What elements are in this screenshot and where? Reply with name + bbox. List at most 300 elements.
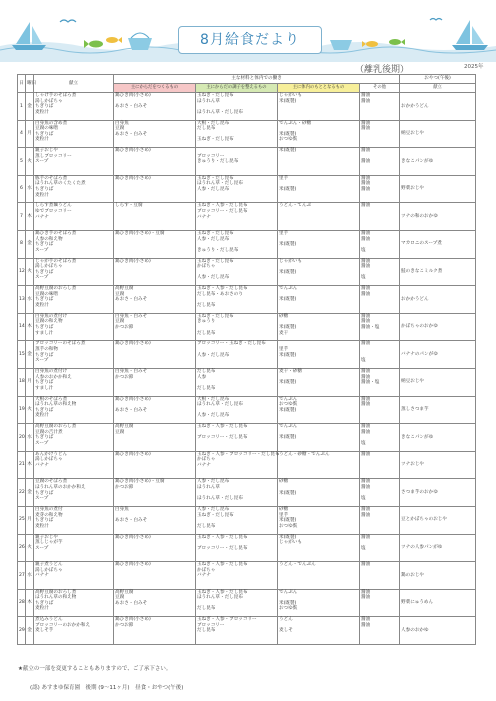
menu-cell-line: 煮込みうどん xyxy=(35,617,63,623)
green-cell-line: 玉ねぎ・人参・だし昆布 xyxy=(197,203,248,209)
header-dow: 曜日 xyxy=(26,75,34,93)
green-cell-line: 玉ねぎ・だし昆布 xyxy=(197,258,234,264)
red-cell-line: 高野豆腐 xyxy=(115,424,134,430)
dow-cell: 金 xyxy=(26,341,34,369)
menu-cell xyxy=(34,230,114,258)
red-cell-line: かつお節 xyxy=(115,622,134,628)
green-cell-line: 玉ねぎ・人参・だし昆布 xyxy=(197,562,248,568)
menu-cell-line: しゃけ芋のそぼろ煮 xyxy=(35,93,77,98)
menu-cell-line: ほうれん草のおかか和え xyxy=(35,484,86,490)
menu-cell-line: ちぎりぱ xyxy=(35,242,54,248)
green-cell-line: 大根・だし昆布 xyxy=(197,396,230,402)
other-cell-line: 醤油 xyxy=(361,286,371,292)
red-cell-line: 高野豆腐 xyxy=(115,286,134,292)
menu-cell-line: 麦芽の和え物 xyxy=(35,512,63,518)
green-cell-line: ほうれん草・だし昆布 xyxy=(197,109,243,115)
menu-cell-line: 白身魚の煮付 xyxy=(35,506,63,512)
day-cell: 15 xyxy=(18,341,26,369)
other-cell-line: 醤油 xyxy=(361,534,371,540)
menu-cell-line: バナナ xyxy=(35,573,49,579)
menu-cell-line: 麦粒汁 xyxy=(35,413,49,419)
yellow-cell xyxy=(278,120,360,148)
green-cell-line: 人参・だし昆布 xyxy=(197,275,230,281)
yellow-cell-line: おつゆ麩 xyxy=(279,523,298,529)
menu-cell-line: あんかけうどん xyxy=(35,451,68,457)
green-cell xyxy=(196,120,278,148)
red-cell-line: 豆腐 xyxy=(115,595,125,601)
red-cell xyxy=(114,341,196,369)
green-cell xyxy=(196,451,278,479)
menu-cell-line: ちぎりぱ xyxy=(35,435,54,441)
table-row xyxy=(18,617,476,645)
yellow-cell xyxy=(278,617,360,645)
day-cell: 22 xyxy=(18,479,26,507)
green-cell-line: ほうれん草・だし昆布 xyxy=(197,595,243,601)
yellow-cell xyxy=(278,148,360,176)
green-cell-line: 玉ねぎ・だし昆布 xyxy=(197,230,234,236)
other-cell xyxy=(360,258,400,286)
menu-cell-line: 高野豆腐のおろし煮 xyxy=(35,424,77,430)
other-cell-line: 醤油 xyxy=(361,562,371,568)
red-cell-line: しらす・豆腐 xyxy=(115,203,143,209)
green-cell xyxy=(196,341,278,369)
table-row xyxy=(18,451,476,479)
yellow-cell-line: でんぷん xyxy=(279,424,298,430)
day-cell: 5 xyxy=(18,148,26,176)
green-cell-line: ブロッコリー xyxy=(197,622,225,628)
green-cell-line: 玉ねぎ・だし昆布 xyxy=(197,137,234,143)
green-cell xyxy=(196,368,278,396)
green-cell-line: かぼちゃ xyxy=(197,567,216,573)
other-cell xyxy=(360,175,400,203)
menu-cell xyxy=(34,479,114,507)
basket-icon xyxy=(128,33,152,50)
menu-cell-line: すまし汁 xyxy=(35,385,54,391)
other-cell xyxy=(360,396,400,424)
dow-cell: 月 xyxy=(26,368,34,396)
yellow-cell-line: 砂糖 xyxy=(279,479,289,485)
sailboat-icon xyxy=(452,20,488,50)
other-cell-line: 醤油 xyxy=(361,120,371,126)
menu-cell-line: 湯しかぼちゃ xyxy=(35,98,63,104)
green-cell xyxy=(196,479,278,507)
day-cell: 13 xyxy=(18,286,26,314)
snack-cell: マカロニのスープ煮 xyxy=(400,230,476,258)
red-cell-line: あおさ・白みそ xyxy=(115,407,148,413)
header-menu: 献立 xyxy=(34,75,114,93)
yellow-cell-line: うどん・砂糖・でんぷん xyxy=(279,451,330,457)
other-cell-line: 醤油 xyxy=(361,341,371,347)
menu-cell xyxy=(34,589,114,617)
green-cell-line: だし昆布・あおさのり xyxy=(197,291,243,297)
green-cell xyxy=(196,230,278,258)
menu-cell-line: スープ xyxy=(35,159,49,165)
red-cell-line: 鶏ひき肉(小さめ) xyxy=(115,258,151,264)
green-cell-line: きゅうり・だし昆布 xyxy=(197,159,239,165)
table-row xyxy=(18,258,476,286)
other-cell-line: 塩 xyxy=(361,247,366,253)
green-cell-line: 玉ねぎ・だし昆布 xyxy=(197,93,234,98)
dow-cell: 火 xyxy=(26,148,34,176)
sailboat-icon xyxy=(12,22,46,50)
other-cell-line: 醤油 xyxy=(361,617,371,623)
yellow-cell-line: 米(既製) xyxy=(279,380,297,386)
yellow-cell xyxy=(278,313,360,341)
yellow-cell-line: 米(既製) xyxy=(279,131,297,137)
yellow-cell-line: 米(既製) xyxy=(279,186,297,192)
snack-cell: かぼちゃのおかゆ xyxy=(400,313,476,341)
green-cell-line: ブロッコリー・だし昆布 xyxy=(197,435,248,441)
menu-cell-line: 麦粒汁 xyxy=(35,109,49,115)
snack-cell: 蒸しさつま芋 xyxy=(400,396,476,424)
menu-cell-line: 湯しかぼちゃ xyxy=(35,567,63,573)
snack-cell: きなこパンがゆ xyxy=(400,424,476,452)
snack-cell: おかかうどん xyxy=(400,286,476,314)
green-cell-line: 人参・だし昆布 xyxy=(197,352,230,358)
yellow-cell-line: 砂糖 xyxy=(279,506,289,512)
other-cell-line: 醤油 xyxy=(361,203,371,209)
yellow-cell-line: 米(既製) xyxy=(279,148,297,154)
other-cell xyxy=(360,230,400,258)
table-row xyxy=(18,396,476,424)
menu-cell-line: 高野豆腐のおろし煮 xyxy=(35,589,77,595)
red-cell xyxy=(114,396,196,424)
red-cell-line: 白身魚 xyxy=(115,120,129,126)
snack-cell: 豆とかぼちゃのおじや xyxy=(400,506,476,534)
menu-cell-line: スープ xyxy=(35,358,49,364)
menu-table xyxy=(17,74,476,645)
menu-cell xyxy=(34,120,114,148)
menu-cell xyxy=(34,562,114,590)
other-cell-line: 醤油 xyxy=(361,126,371,132)
table-row xyxy=(18,286,476,314)
green-cell-line: 玉ねぎ・だし昆布 xyxy=(197,313,234,319)
menu-cell xyxy=(34,203,114,231)
yellow-cell-line: うどん・てんぷ xyxy=(279,203,312,209)
green-cell-line: きゅうり xyxy=(197,319,216,325)
green-cell xyxy=(196,617,278,645)
menu-cell-line: 人参の和え物 xyxy=(35,236,63,242)
yellow-cell-line: 米(既製) xyxy=(279,352,297,358)
header-snack-group: おやつ(午後) xyxy=(400,75,476,84)
menu-cell-line: 蒸芋の和物 xyxy=(35,346,58,352)
red-cell-line: 鶏ひき肉(小さめ)・豆腐 xyxy=(115,479,165,485)
menu-cell-line: ちぎりぱ xyxy=(35,600,54,606)
table-row xyxy=(18,562,476,590)
red-cell xyxy=(114,589,196,617)
yellow-cell-line: 米(既製) xyxy=(279,407,297,413)
table-row xyxy=(18,230,476,258)
menu-cell-line: 親子煮うどん xyxy=(35,562,63,568)
other-cell-line: 醤油 xyxy=(361,258,371,264)
yellow-cell xyxy=(278,368,360,396)
green-cell-line: 玉ねぎ・だし昆布 xyxy=(197,512,234,518)
dow-cell: 金 xyxy=(26,230,34,258)
red-cell-line: 鶏ひき肉(小さめ) xyxy=(115,175,151,181)
yellow-cell-line: 麦干 xyxy=(279,330,289,336)
yellow-cell-line: 米(既製) xyxy=(279,534,297,540)
green-cell-line: だし昆布 xyxy=(197,606,216,612)
menu-cell-line: バナナ xyxy=(35,214,49,220)
red-cell xyxy=(114,230,196,258)
menu-cell-line: 麦粒汁 xyxy=(35,523,49,529)
day-cell: 1 xyxy=(18,93,26,121)
other-cell-line: 醤油 xyxy=(361,424,371,430)
menu-cell-line: 親子おじや xyxy=(35,534,58,540)
red-cell-line: 高野豆腐 xyxy=(115,589,134,595)
yellow-cell-line: おつゆ麩 xyxy=(279,137,298,143)
menu-cell-line: 白身魚の煮付け xyxy=(35,368,68,374)
green-cell xyxy=(196,506,278,534)
green-cell-line: だし昆布 xyxy=(197,385,216,391)
snack-cell: 納豆おじや xyxy=(400,120,476,148)
table-row xyxy=(18,93,476,121)
day-cell: 14 xyxy=(18,313,26,341)
menu-cell-line: 人参のおかか和え xyxy=(35,374,72,380)
day-cell: 29 xyxy=(18,617,26,645)
red-cell xyxy=(114,203,196,231)
yellow-cell xyxy=(278,451,360,479)
dow-cell: 金 xyxy=(26,617,34,645)
table-row xyxy=(18,479,476,507)
green-cell-line: 人参・だし昆布 xyxy=(197,413,230,419)
green-cell-line: ほうれん草・だし昆布 xyxy=(197,496,243,502)
day-cell: 18 xyxy=(18,368,26,396)
yellow-cell xyxy=(278,258,360,286)
green-cell-line: ほうれん草・だし昆布 xyxy=(197,402,243,408)
other-cell-line: 醤油 xyxy=(361,374,371,380)
menu-cell xyxy=(34,396,114,424)
page-title: 8月給食だより xyxy=(178,26,322,54)
green-cell xyxy=(196,424,278,452)
menu-cell-line: 湯しかぼちゃ xyxy=(35,264,63,270)
dow-cell: 火 xyxy=(26,396,34,424)
red-cell-line: かつお節 xyxy=(115,374,134,380)
other-cell-line: 塩 xyxy=(361,545,366,551)
menu-cell xyxy=(34,258,114,286)
menu-cell-line: スープ xyxy=(35,496,49,502)
other-cell-line: 醤油 xyxy=(361,186,371,192)
menu-cell-line: スープ xyxy=(35,275,49,281)
snack-cell: ツナの和のおかゆ xyxy=(400,203,476,231)
green-cell xyxy=(196,589,278,617)
yellow-cell xyxy=(278,534,360,562)
red-cell-line: 鶏ひき肉(小さめ) xyxy=(115,396,151,402)
snack-cell: 鮭のきなこミルク煮 xyxy=(400,258,476,286)
menu-cell xyxy=(34,175,114,203)
menu-cell-line: 蒸しブロッコリー xyxy=(35,153,72,159)
day-cell: 8 xyxy=(18,230,26,258)
green-cell-line: ほうれん草 xyxy=(197,98,220,104)
red-cell-line: 鶏ひき肉(小さめ) xyxy=(115,93,151,98)
green-cell-line: 玉ねぎ・人参・ブロッコリー・だし昆布 xyxy=(197,451,280,457)
red-cell-line: 鶏ひき肉(小さめ) xyxy=(115,341,151,347)
red-cell-line: あおさ・白みそ xyxy=(115,518,148,524)
other-cell-line: 醤油 xyxy=(361,98,371,104)
other-cell-line: 醤油 xyxy=(361,484,371,490)
other-cell xyxy=(360,313,400,341)
red-cell xyxy=(114,120,196,148)
green-cell-line: バナナ xyxy=(197,214,211,220)
menu-cell-line: 豚芋のそぼろ煮 xyxy=(35,175,68,181)
menu-body xyxy=(18,93,476,645)
green-cell-line: 玉ねぎ・人参・だし昆布 xyxy=(197,424,248,430)
other-cell xyxy=(360,479,400,507)
menu-cell xyxy=(34,341,114,369)
other-cell-line: 醤油 xyxy=(361,93,371,98)
red-cell-line: あおさ・白みそ xyxy=(115,104,148,110)
snack-cell: ツナの人参パンがゆ xyxy=(400,534,476,562)
table-row xyxy=(18,313,476,341)
yellow-cell-line: 麦しそ xyxy=(279,628,293,634)
yellow-cell xyxy=(278,286,360,314)
other-cell-line: 醤油 xyxy=(361,368,371,374)
other-cell-line: 塩 xyxy=(361,275,366,281)
day-cell: 21 xyxy=(18,451,26,479)
red-cell-line: 豆腐 xyxy=(115,319,125,325)
red-cell-line: あおさ・白みそ xyxy=(115,600,148,606)
menu-cell-line: ほうれん草の和え物 xyxy=(35,402,77,408)
red-cell xyxy=(114,562,196,590)
yellow-cell xyxy=(278,341,360,369)
table-row xyxy=(18,120,476,148)
other-cell xyxy=(360,562,400,590)
day-cell: 28 xyxy=(18,589,26,617)
green-cell-line: ブロッコリー・だし昆布 xyxy=(197,545,248,551)
dow-cell: 月 xyxy=(26,506,34,534)
yellow-cell-line: 里芋 xyxy=(279,175,289,181)
red-cell-line: 豆腐 xyxy=(115,291,125,297)
green-cell xyxy=(196,396,278,424)
menu-cell-line: ちぎりぱ xyxy=(35,380,54,386)
red-cell-line: かつお節 xyxy=(115,484,134,490)
other-cell xyxy=(360,589,400,617)
green-cell-line: 玉ねぎ・人参・だし昆布 xyxy=(197,534,248,540)
red-cell-line: 豆腐 xyxy=(115,429,125,435)
red-cell xyxy=(114,451,196,479)
red-cell xyxy=(114,479,196,507)
snack-cell: 納豆おじや xyxy=(400,368,476,396)
yellow-cell xyxy=(278,424,360,452)
green-cell-line: バナナ xyxy=(197,462,211,468)
red-cell-line xyxy=(115,270,194,276)
menu-cell-line: スープ xyxy=(35,440,49,446)
dow-cell: 水 xyxy=(26,286,34,314)
green-cell-line: ブロッコリー・だし昆布 xyxy=(197,208,248,214)
year-label: 2025年 xyxy=(464,64,484,70)
snack-cell: 鶏のおじや xyxy=(400,562,476,590)
menu-cell xyxy=(34,534,114,562)
yellow-cell-line: じゃがいも xyxy=(279,258,302,264)
header-yellow: 主に体内のもととなるもの xyxy=(278,84,360,93)
green-cell-line: だし昆布 xyxy=(197,523,216,529)
other-cell-line: 醤油 xyxy=(361,451,371,457)
dow-cell: 金 xyxy=(26,93,34,121)
yellow-cell xyxy=(278,562,360,590)
green-cell-line: 人参・だし昆布 xyxy=(197,186,230,192)
menu-cell-line: ちぎりぱ xyxy=(35,186,54,192)
menu-cell-line: 麦粒汁 xyxy=(35,302,49,308)
red-cell-line: 鶏ひき肉(小さめ) xyxy=(115,562,151,568)
red-cell xyxy=(114,506,196,534)
table-row xyxy=(18,424,476,452)
menu-cell-line: 白身魚の含め煮 xyxy=(35,120,68,126)
yellow-cell-line: じゃがいも xyxy=(279,540,302,546)
other-cell xyxy=(360,286,400,314)
day-cell: 26 xyxy=(18,534,26,562)
snack-cell: さつま芋のおかゆ xyxy=(400,479,476,507)
green-cell-line: 人参 xyxy=(197,374,207,380)
green-cell xyxy=(196,286,278,314)
red-cell-line: かつお節 xyxy=(115,324,134,330)
menu-cell-line: 蒸しじゃが芋 xyxy=(35,540,63,546)
green-cell-line: かぼちゃ xyxy=(197,264,216,270)
green-cell-line: ほうれん草・だし昆布 xyxy=(197,181,243,187)
green-cell xyxy=(196,562,278,590)
other-cell-line: 醤油 xyxy=(361,479,371,485)
green-cell xyxy=(196,203,278,231)
menu-cell xyxy=(34,313,114,341)
other-cell xyxy=(360,148,400,176)
day-cell: 12 xyxy=(18,258,26,286)
menu-cell xyxy=(34,506,114,534)
red-cell xyxy=(114,258,196,286)
green-cell-line: ブロッコリー・玉ねぎ・だし昆布 xyxy=(197,341,266,347)
red-cell-line: 鶏ひき肉(小さめ) xyxy=(115,148,151,154)
red-cell xyxy=(114,175,196,203)
other-cell-line: 塩 xyxy=(361,358,366,364)
header-other: その他 xyxy=(360,84,400,93)
other-cell xyxy=(360,534,400,562)
menu-cell-line: じゃが芋のそぼろ煮 xyxy=(35,258,77,264)
menu-cell xyxy=(34,617,114,645)
menu-cell-line: 豆腐の味噌 xyxy=(35,291,58,297)
other-cell-line: 醤油 xyxy=(361,148,371,154)
other-cell-line: 醤油 xyxy=(361,236,371,242)
red-cell xyxy=(114,368,196,396)
day-cell: 27 xyxy=(18,562,26,590)
yellow-cell xyxy=(278,175,360,203)
menu-cell-line: ブロッコリーのおかか和え xyxy=(35,622,91,628)
day-cell: 20 xyxy=(18,424,26,452)
dow-cell: 水 xyxy=(26,424,34,452)
table-row xyxy=(18,175,476,203)
yellow-cell xyxy=(278,479,360,507)
menu-cell-line: 麦粒汁 xyxy=(35,192,49,198)
other-cell-line: 醤油・塩 xyxy=(361,324,380,330)
yellow-cell-line: 里芋 xyxy=(279,230,289,236)
menu-cell-line: ちぎりぱ xyxy=(35,518,54,524)
yellow-cell-line: 米(既製) xyxy=(279,98,297,104)
menu-cell-line: 豆腐のそぼろ煮 xyxy=(35,479,68,485)
other-cell-line: 醤油 xyxy=(361,396,371,402)
yellow-cell-line: 里芋 xyxy=(279,346,289,352)
yellow-cell xyxy=(278,203,360,231)
red-cell-line: 白身魚 xyxy=(115,506,129,512)
other-cell xyxy=(360,93,400,121)
yellow-cell-line: 砂糖 xyxy=(279,313,289,319)
table-row xyxy=(18,534,476,562)
yellow-cell xyxy=(278,396,360,424)
red-cell xyxy=(114,93,196,121)
dow-cell: 水 xyxy=(26,175,34,203)
green-cell-line: 玉ねぎ・人参・だし昆布 xyxy=(197,286,248,292)
red-cell-line xyxy=(115,353,194,359)
menu-cell-line: 鶏ひき芋のそぼろ煮 xyxy=(35,230,77,236)
menu-cell-line: 白身魚の煮付け xyxy=(35,313,68,319)
other-cell-line: 醤油 xyxy=(361,181,371,187)
red-cell-line: あおさ・白みそ xyxy=(115,131,148,137)
